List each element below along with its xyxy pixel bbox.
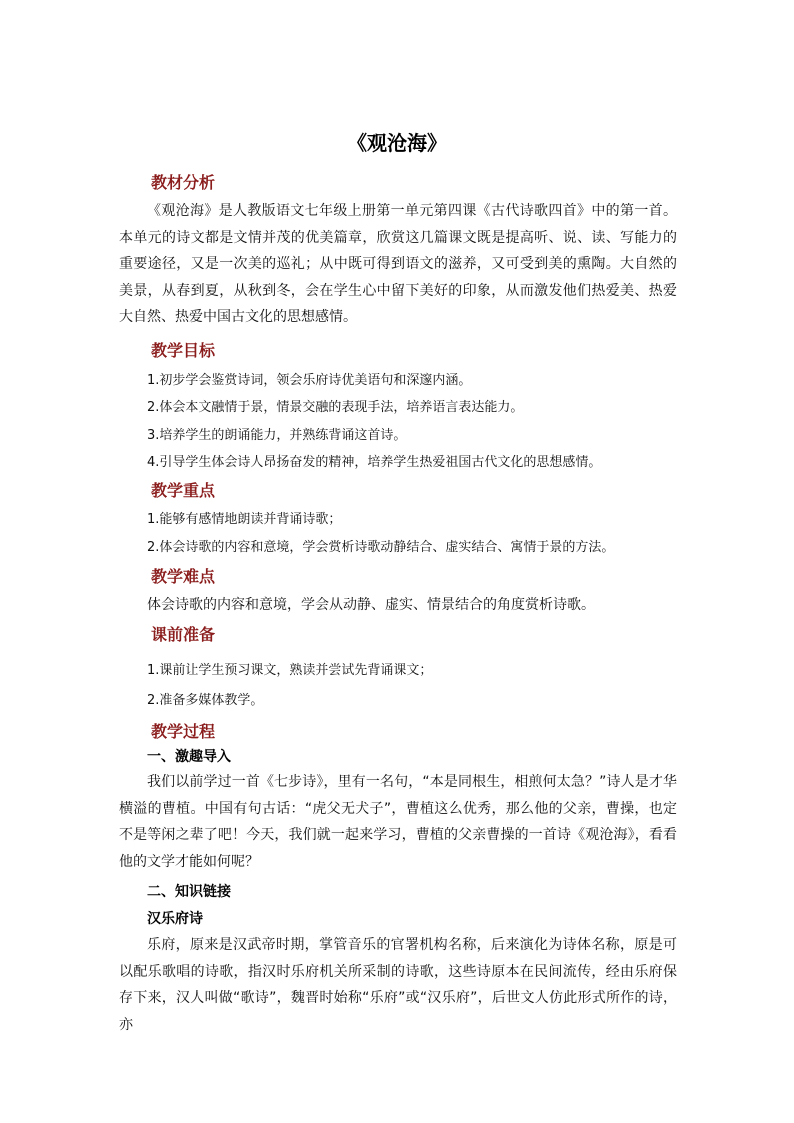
heading-key-points: 教学重点 bbox=[151, 481, 216, 500]
paragraph-step1: 我们以前学过一首《七步诗》，里有一名句，“本是同根生，相煎何太急？”诗人是才华横溢的曹植。中国有句古话：“虎父无犬子”，曹植这么优秀，那么他的父亲，曹操，也定不是等闲之辈了吧！今天，我们就一起来学习，曹植的父亲曹操的一首诗《观沧海》，看看他的文学才能如何呢？ bbox=[119, 774, 677, 870]
preparation-item: 2.准备多媒体教学。 bbox=[147, 693, 264, 708]
heading-analysis: 教材分析 bbox=[151, 173, 216, 192]
subheading-step1: 一、激趣导入 bbox=[147, 749, 231, 765]
key-point-item: 1.能够有感情地朗读并背诵诗歌； bbox=[147, 512, 342, 527]
key-point-item: 2.体会诗歌的内容和意境，学会赏析诗歌动静结合、虚实结合、寓情于景的方法。 bbox=[147, 540, 615, 555]
heading-difficulties: 教学难点 bbox=[151, 567, 216, 586]
goal-item: 3.培养学生的朗诵能力，并熟练背诵这首诗。 bbox=[147, 428, 407, 443]
goal-item: 1.初步学会鉴赏诗词，领会乐府诗优美语句和深邃内涵。 bbox=[147, 373, 472, 388]
heading-goals: 教学目标 bbox=[151, 341, 216, 360]
heading-preparation: 课前准备 bbox=[151, 625, 216, 644]
preparation-item: 1.课前让学生预习课文，熟读并尝试先背诵课文； bbox=[147, 663, 433, 678]
subheading-step2: 二、知识链接 bbox=[147, 884, 231, 900]
heading-process: 教学过程 bbox=[151, 722, 216, 741]
paragraph-difficulties: 体会诗歌的内容和意境，学会从动静、虚实、情景结合的角度赏析诗歌。 bbox=[147, 597, 595, 613]
subheading-han-yuefu: 汉乐府诗 bbox=[147, 911, 203, 927]
goal-item: 2.体会本文融情于景，情景交融的表现手法，培养语言表达能力。 bbox=[147, 400, 524, 415]
paragraph-analysis: 《观沧海》是人教版语文七年级上册第一单元第四课《古代诗歌四首》中的第一首。本单元的诗文都是文情并茂的优美篇章，欣赏这几篇课文既是提高听、说、读、写能力的重要途径，又是一次美的巡礼；从中既可得到语文的滋养，又可受到美的熏陶。大自然的美景，从春到夏，从秋到冬，会在学生心中留下美好的印象，从而激发他们热爱美、热爱大自然、热爱中国古文化的思想感情。 bbox=[119, 203, 677, 325]
goal-item: 4.引导学生体会诗人昂扬奋发的精神，培养学生热爱祖国古代文化的思想感情。 bbox=[147, 455, 602, 470]
paragraph-han-yuefu: 乐府，原来是汉武帝时期，掌管音乐的官署机构名称，后来演化为诗体名称，原是可以配乐歌唱的诗歌，指汉时乐府机关所采制的诗歌，这些诗原本在民间流传，经由乐府保存下来，汉人叫做“歌诗”，魏晋时始称“乐府”或“汉乐府”，后世文人仿此形式所作的诗，亦 bbox=[119, 937, 677, 1033]
document-title: 《观沧海》 bbox=[347, 131, 447, 155]
